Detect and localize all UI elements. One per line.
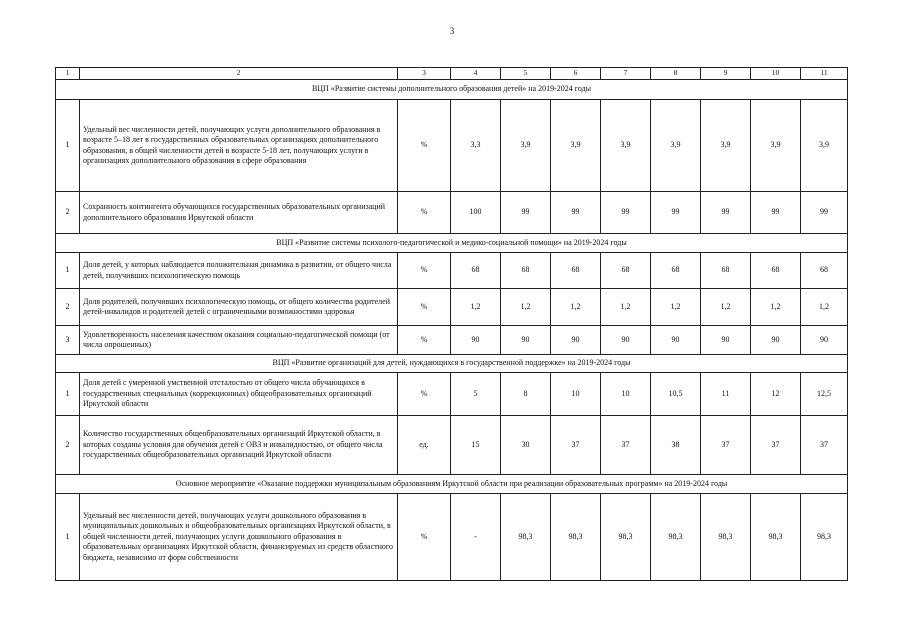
unit-cell: % xyxy=(398,326,451,355)
unit-cell: % xyxy=(398,253,451,289)
column-number: 7 xyxy=(601,68,651,80)
value-cell: 37 xyxy=(601,416,651,475)
unit-cell: % xyxy=(398,494,451,581)
value-cell: 98,3 xyxy=(651,494,701,581)
indicator-name: Доля детей, у которых наблюдается положительная динамика в развитии, от общего числа детей, получивших психологическую помощь xyxy=(80,253,398,289)
value-cell: 98,3 xyxy=(601,494,651,581)
row-number: 2 xyxy=(56,192,80,234)
value-cell: 98,3 xyxy=(501,494,551,581)
column-number: 11 xyxy=(801,68,848,80)
value-cell: 3,3 xyxy=(451,100,501,192)
value-cell: 68 xyxy=(801,253,848,289)
value-cell: 1,2 xyxy=(551,289,601,326)
value-cell: 1,2 xyxy=(801,289,848,326)
column-number: 10 xyxy=(751,68,801,80)
table-row xyxy=(56,289,848,326)
section-header-row xyxy=(56,234,848,253)
indicator-name: Количество государственных общеобразовательных организаций Иркутской области, в которых созданы условия для обучения детей с ОВЗ и инвалидностью, от общего числа государственных общеобразовательных организаций Иркутской области xyxy=(80,416,398,475)
value-cell: 90 xyxy=(501,326,551,355)
indicator-name: Удельный вес численности детей, получающих услуги дошкольного образования в муниципальных дошкольных и общеобразовательных организациях Иркутской области, в общей численности детей, получающих услуги дошкольного образования в образовательных организациях Иркутской области, финансируемых из средств областного бюджета, независимо от форм собственности xyxy=(80,494,398,581)
value-cell: 1,2 xyxy=(701,289,751,326)
value-cell: 90 xyxy=(551,326,601,355)
column-number: 8 xyxy=(651,68,701,80)
value-cell: 90 xyxy=(651,326,701,355)
section-title: ВЦП «Развитие системы дополнительного образования детей» на 2019-2024 годы xyxy=(56,80,848,100)
value-cell: 1,2 xyxy=(451,289,501,326)
value-cell: 3,9 xyxy=(751,100,801,192)
value-cell: 12,5 xyxy=(801,373,848,416)
value-cell: 99 xyxy=(751,192,801,234)
section-title: ВЦП «Развитие системы психолого-педагогической и медико-социальной помощи» на 2019-2024 годы xyxy=(56,234,848,253)
page-number: 3 xyxy=(449,26,455,36)
row-number: 2 xyxy=(56,416,80,475)
value-cell: 90 xyxy=(451,326,501,355)
value-cell: 68 xyxy=(751,253,801,289)
value-cell: 99 xyxy=(601,192,651,234)
section-header-row xyxy=(56,80,848,100)
value-cell: 1,2 xyxy=(751,289,801,326)
value-cell: 37 xyxy=(751,416,801,475)
unit-cell: ед. xyxy=(398,416,451,475)
value-cell: 1,2 xyxy=(601,289,651,326)
value-cell: 5 xyxy=(451,373,501,416)
value-cell: 11 xyxy=(701,373,751,416)
value-cell: 98,3 xyxy=(701,494,751,581)
value-cell: 99 xyxy=(551,192,601,234)
row-number: 1 xyxy=(56,253,80,289)
value-cell: 3,9 xyxy=(601,100,651,192)
value-cell: 90 xyxy=(801,326,848,355)
value-cell: 1,2 xyxy=(501,289,551,326)
value-cell: 10,5 xyxy=(651,373,701,416)
value-cell: 37 xyxy=(551,416,601,475)
indicator-name: Сохранность контингента обучающихся государственных образовательных организаций дополнительного образования Иркутской области xyxy=(80,192,398,234)
value-cell: 30 xyxy=(501,416,551,475)
value-cell: 90 xyxy=(701,326,751,355)
table-row xyxy=(56,416,848,475)
value-cell: 98,3 xyxy=(751,494,801,581)
value-cell: - xyxy=(451,494,501,581)
column-number: 1 xyxy=(56,68,80,80)
section-header-row xyxy=(56,475,848,494)
table-row xyxy=(56,192,848,234)
row-number: 1 xyxy=(56,100,80,192)
value-cell: 15 xyxy=(451,416,501,475)
indicator-name: Доля родителей, получивших психологическую помощь, от общего количества родителей детей-инвалидов и родителей детей с ограниченными возможностями здоровья xyxy=(80,289,398,326)
value-cell: 90 xyxy=(751,326,801,355)
section-header-row xyxy=(56,355,848,373)
column-number: 2 xyxy=(80,68,398,80)
column-number: 5 xyxy=(501,68,551,80)
table-row xyxy=(56,253,848,289)
section-title: ВЦП «Развитие организаций для детей, нуждающихся в государственной поддержке» на 2019-2024 годы xyxy=(56,355,848,373)
value-cell: 99 xyxy=(501,192,551,234)
value-cell: 3,9 xyxy=(651,100,701,192)
value-cell: 3,9 xyxy=(501,100,551,192)
unit-cell: % xyxy=(398,289,451,326)
value-cell: 90 xyxy=(601,326,651,355)
column-number: 4 xyxy=(451,68,501,80)
table-row xyxy=(56,100,848,192)
value-cell: 99 xyxy=(701,192,751,234)
table-row xyxy=(56,326,848,355)
indicator-name: Доля детей с умеренной умственной отсталостью от общего числа обучающихся в государственных специальных (коррекционных) общеобразовательных организаций Иркутской области xyxy=(80,373,398,416)
indicators-table xyxy=(55,67,848,581)
value-cell: 3,9 xyxy=(551,100,601,192)
value-cell: 3,9 xyxy=(801,100,848,192)
unit-cell: % xyxy=(398,192,451,234)
row-number: 1 xyxy=(56,494,80,581)
row-number: 3 xyxy=(56,326,80,355)
column-number-row xyxy=(56,68,848,80)
value-cell: 68 xyxy=(601,253,651,289)
value-cell: 68 xyxy=(651,253,701,289)
value-cell: 12 xyxy=(751,373,801,416)
value-cell: 37 xyxy=(701,416,751,475)
value-cell: 37 xyxy=(801,416,848,475)
value-cell: 10 xyxy=(601,373,651,416)
table-row xyxy=(56,373,848,416)
value-cell: 38 xyxy=(651,416,701,475)
value-cell: 3,9 xyxy=(701,100,751,192)
column-number: 3 xyxy=(398,68,451,80)
value-cell: 99 xyxy=(651,192,701,234)
value-cell: 68 xyxy=(551,253,601,289)
row-number: 1 xyxy=(56,373,80,416)
value-cell: 99 xyxy=(801,192,848,234)
value-cell: 8 xyxy=(501,373,551,416)
unit-cell: % xyxy=(398,373,451,416)
value-cell: 98,3 xyxy=(801,494,848,581)
column-number: 9 xyxy=(701,68,751,80)
value-cell: 98,3 xyxy=(551,494,601,581)
value-cell: 68 xyxy=(451,253,501,289)
indicator-name: Удельный вес численности детей, получающих услуги дополнительного образования в возрасте 5–18 лет в государственных образовательных организациях дополнительного образования, в общей численности детей в возрасте 5-18 лет, получающих услуги в организациях дополнительного образования в сфере образования xyxy=(80,100,398,192)
value-cell: 100 xyxy=(451,192,501,234)
table-row xyxy=(56,494,848,581)
column-number: 6 xyxy=(551,68,601,80)
section-title: Основное мероприятие «Оказание поддержки муниципальным образованиям Иркутской области при реализации образовательных программ» на 2019-2024 годы xyxy=(56,475,848,494)
value-cell: 1,2 xyxy=(651,289,701,326)
row-number: 2 xyxy=(56,289,80,326)
value-cell: 68 xyxy=(701,253,751,289)
value-cell: 68 xyxy=(501,253,551,289)
value-cell: 10 xyxy=(551,373,601,416)
indicator-name: Удовлетворенность населения качеством оказания социально-педагогической помощи (от числа опрошенных) xyxy=(80,326,398,355)
unit-cell: % xyxy=(398,100,451,192)
